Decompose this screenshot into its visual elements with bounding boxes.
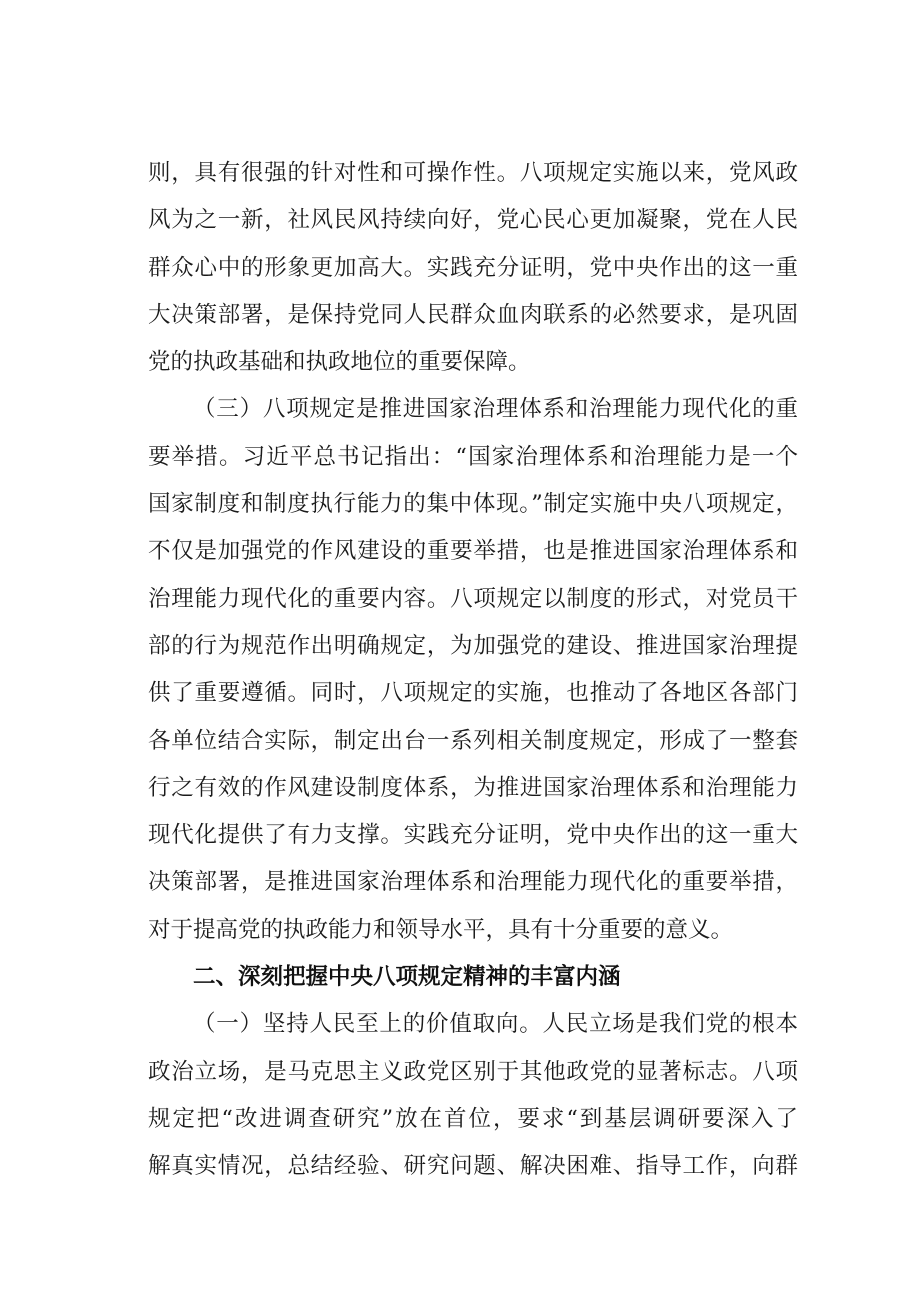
text-line: 党的执政基础和执政地位的重要保障。 bbox=[148, 349, 531, 376]
text-line: 群众心中的形象更加高大。实践充分证明，党中央作出的这一重 bbox=[148, 254, 798, 281]
text-line: 决策部署，是推进国家治理体系和治理能力现代化的重要举措， bbox=[148, 869, 798, 896]
text-line: 解真实情况，总结经验、研究问题、解决困难、指导工作，向群 bbox=[148, 1153, 798, 1180]
paragraph-one bbox=[148, 1001, 798, 1190]
section-heading: 二、深刻把握中央八项规定精神的丰富内涵 bbox=[193, 964, 621, 991]
text-line: 则，具有很强的针对性和可操作性。八项规定实施以来，党风政 bbox=[148, 160, 798, 186]
text-line: 部的行为规范作出明确规定，为加强党的建设、推进国家治理提 bbox=[148, 632, 798, 659]
text-line: 大决策部署，是保持党同人民群众血肉联系的必然要求，是巩固 bbox=[148, 301, 798, 328]
text-line: 风为之一新，社风民风持续向好，党心民心更加凝聚，党在人民 bbox=[148, 207, 798, 234]
paragraph-continuation bbox=[148, 150, 798, 386]
text-line: 各单位结合实际，制定出台一系列相关制度规定，形成了一整套 bbox=[148, 727, 798, 754]
text-line: 要举措。习近平总书记指出：“国家治理体系和治理能力是一个 bbox=[148, 443, 798, 470]
text-line: 供了重要遵循。同时，八项规定的实施，也推动了各地区各部门 bbox=[148, 680, 798, 707]
text-line: （一）坚持人民至上的价值取向。人民立场是我们党的根本 bbox=[193, 1011, 798, 1038]
document-body bbox=[148, 150, 798, 1191]
text-line: 规定把“改进调查研究”放在首位，要求“到基层调研要深入了 bbox=[148, 1105, 798, 1132]
text-line: （三）八项规定是推进国家治理体系和治理能力现代化的重 bbox=[193, 396, 798, 423]
text-line: 治理能力现代化的重要内容。八项规定以制度的形式，对党员干 bbox=[148, 585, 798, 612]
text-line: 政治立场，是马克思主义政党区别于其他政党的显著标志。八项 bbox=[148, 1058, 798, 1085]
text-line: 对于提高党的执政能力和领导水平，具有十分重要的意义。 bbox=[148, 916, 734, 943]
text-line: 不仅是加强党的作风建设的重要举措，也是推进国家治理体系和 bbox=[148, 538, 798, 565]
text-line: 行之有效的作风建设制度体系，为推进国家治理体系和治理能力 bbox=[148, 774, 798, 801]
text-line: 国家制度和制度执行能力的集中体现。”制定实施中央八项规定， bbox=[148, 491, 798, 518]
text-line: 现代化提供了有力支撑。实践充分证明，党中央作出的这一重大 bbox=[148, 822, 798, 849]
paragraph-three bbox=[148, 386, 798, 954]
